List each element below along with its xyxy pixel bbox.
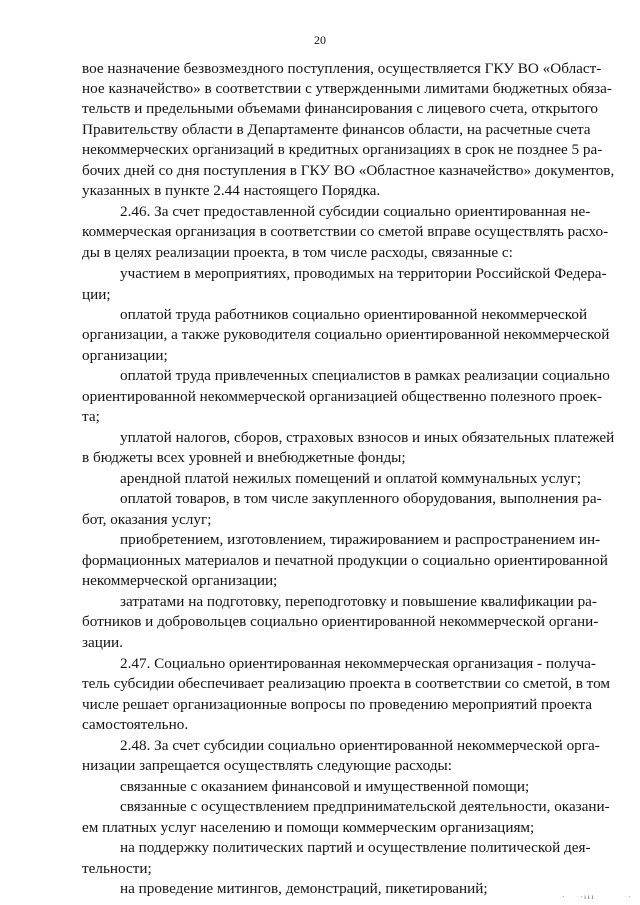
footer-mark: · bbox=[562, 893, 565, 901]
footer-mark: · ı ı ı bbox=[580, 893, 594, 901]
page-number: 20 bbox=[314, 33, 326, 47]
footer-mark: · bbox=[628, 893, 631, 901]
document-page: 20 вое назначение безвозмездного поступления, осуществляется ГКУ ВО «Област- ное казначейство» в соответствии с утвержденными лимитами бюджетных обяза- тельств и предельными объемами финансирования с лицевого счета, открытого Правительству области в Департаменте финансов области, на расчетные счета некоммерческих организаций в кредитных организациях в срок не позднее 5 ра- бочих дней со дня поступления в ГКУ ВО «Областное казначейство» документов, указанных в пункте 2.44 настоящего Порядка. 2.46. За счет предоставленной субсидии социально ориентированная не- коммерческая организация в соответствии со сметой вправе осуществлять расхо- ды в целях реализации проекта, в том числе расходы, связанные с: участием в мероприятиях, проводимых на территории Российской Федера- ции; оплатой труда работников социально ориентированной некоммерческой организации, а также руководителя социально ориентированной некоммерческой организации; оплатой труда привлеченных специалистов в рамках реализации социально ориентированной некоммерческой организацией общественно полезного проек- та; уплатой налогов, сборов, страховых взносов и иных обязательных платежей в бюджеты всех уровней и внебюджетные фонды; арендной платой нежилых помещений и оплатой коммунальных услуг; оплатой товаров, в том числе закупленного оборудования, выполнения ра- бот, оказания услуг; приобретением, изготовлением, тиражированием и распространением ин- формационных материалов и печатной продукции о социально ориентированной некоммерческой организации; затратами на подготовку, переподготовку и повышение квалификации ра- ботников и добровольцев социально ориентированной некоммерческой органи- зации. 2.47. Социально ориентированная некоммерческая организация - получа- тель субсидии обеспечивает реализацию проекта в соответствии со сметой, в том числе решает организационные вопросы по проведению мероприятий проекта самостоятельно. 2.48. За счет субсидии социально ориентированной некоммерческой орга- низации запрещается осуществлять следующие расходы: связанные с оказанием финансовой и имущественной помощи; связанные с осуществлением предпринимательской деятельности, оказани- ем платных услуг населению и помощи коммерческим организациям; на поддержку политических партий и осуществление политической дея- тельности; на проведение митингов, демонстраций, пикетирований; · · ı ı ı · bbox=[0, 0, 640, 905]
